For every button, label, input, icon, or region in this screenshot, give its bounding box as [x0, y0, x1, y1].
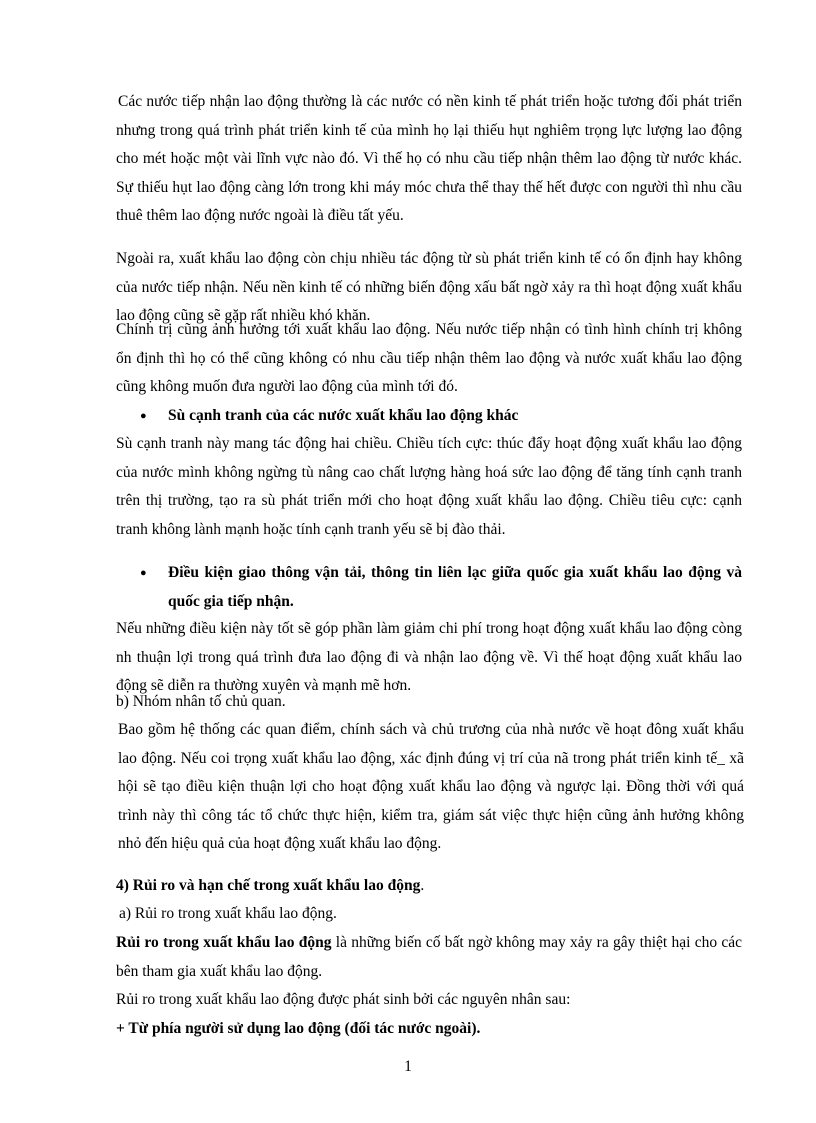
paragraph-risk-definition [116, 929, 742, 986]
paragraph-political-impact: Chính trị cũng ảnh hưởng tới xuất khẩu lao động. Nếu nước tiếp nhận có tình hình chính trị không ổn định thì họ có thể cũng không có nhu cầu tiếp nhận thêm lao động và nước xuất khẩu lao động cũng không muốn đưa người lao động của mình tới đó. [116, 321, 742, 396]
bullet-icon: ● [140, 567, 147, 579]
paragraph-receiving-countries: Các nước tiếp nhận lao động thường là các nước có nền kinh tế phát triển hoặc tương đối phát triển nhưng trong quá trình phát triển kinh tế của mình họ lại thiếu hụt nghiêm trọng lực lượng lao động cho mét hoặc một vài lĩnh vực nào đó. Vì thế họ có nhu cầu tiếp nhận thêm lao động từ nước khác. Sự thiếu hụt lao động càng lớn trong khi máy móc chưa thể thay thế hết được con người thì nhu cầu thuê thêm lao động nước ngoài là điều tất yếu. [116, 93, 742, 225]
paragraph-transport: Nếu những điều kiện này tốt sẽ góp phần làm giảm chi phí trong hoạt động xuất khẩu lao động còng nh thuận lợi trong quá trình đưa lao động đi và nhận lao động về. Vì thế hoạt động xuất khẩu lao động sẽ diễn ra thường xuyên và mạnh mẽ hơn. [116, 620, 742, 695]
risk-definition-text: là những biến cố bất ngờ không may xảy ra gây thiệt hại cho các bên tham gia xuất khẩu lao động. [116, 934, 742, 980]
section-heading-risks-tail: . [420, 877, 425, 894]
subheading-subjective-factors: b) Nhóm nhân tố chủ quan. [116, 693, 286, 710]
paragraph-state-policy: Bao gồm hệ thống các quan điểm, chính sách và chủ trương của nhà nước về hoạt đông xuất khẩu lao động. Nếu coi trọng xuất khẩu lao động, xác định đúng vị trí của nã trong phát triển kinh tế_ xã hội sẽ tạo điều kiện thuận lợi cho hoạt động xuất khẩu lao động và ngược lại. Đồng thời với quá trình này thì công tác tổ chức thực hiện, kiểm tra, giám sát việc thực hiện cũng ảnh hưởng không nhỏ đến hiệu quả của hoạt động xuất khẩu lao động. [118, 721, 744, 853]
bullet-competition-text: Sù cạnh tranh của các nước xuất khẩu lao động khác [168, 407, 519, 424]
bullet-transport-communication [140, 559, 742, 616]
paragraph-economic-impact: Ngoài ra, xuất khẩu lao động còn chịu nhiều tác động từ sù phát triển kinh tế có ổn định hay không của nước tiếp nhận. Nếu nền kinh tế có những biến động xấu bất ngờ xảy ra thì hoạt động xuất khẩu lao động cũng sẽ gặp rất nhiều khó khăn. [116, 250, 742, 325]
section-heading-risks [116, 872, 742, 901]
subheading-risks: a) Rủi ro trong xuất khẩu lao động. [119, 905, 337, 922]
paragraph-employer-side [116, 1015, 742, 1044]
page-number: 1 [404, 1058, 412, 1075]
section-heading-risks-bold: 4) Rủi ro và hạn chế trong xuất khẩu lao động [116, 877, 421, 894]
bullet-icon: ● [140, 410, 147, 422]
bullet-transport-text: Điều kiện giao thông vận tải, thông tin liên lạc giữa quốc gia xuất khẩu lao động và quốc gia tiếp nhận. [168, 564, 742, 610]
employer-side-text: + Từ phía người sử dụng lao động (đối tác nước ngoài). [116, 1020, 481, 1037]
paragraph-competition: Sù cạnh tranh này mang tác động hai chiều. Chiều tích cực: thúc đẩy hoạt động xuất khẩu lao động của nước mình không ngừng tù nâng cao chất lượng hàng hoá sức lao động để tăng tính cạnh tranh trên thị trường, tạo ra sù phát triển mới cho hoạt động xuất khẩu lao động. Chiều tiêu cực: cạnh tranh không lành mạnh hoặc tính cạnh tranh yếu sẽ bị đào thải. [116, 435, 742, 538]
bullet-competition [140, 402, 742, 431]
paragraph-risk-causes: Rủi ro trong xuất khẩu lao động được phát sinh bởi các nguyên nhân sau: [116, 991, 571, 1008]
risk-term: Rủi ro trong xuất khẩu lao động [116, 934, 332, 951]
